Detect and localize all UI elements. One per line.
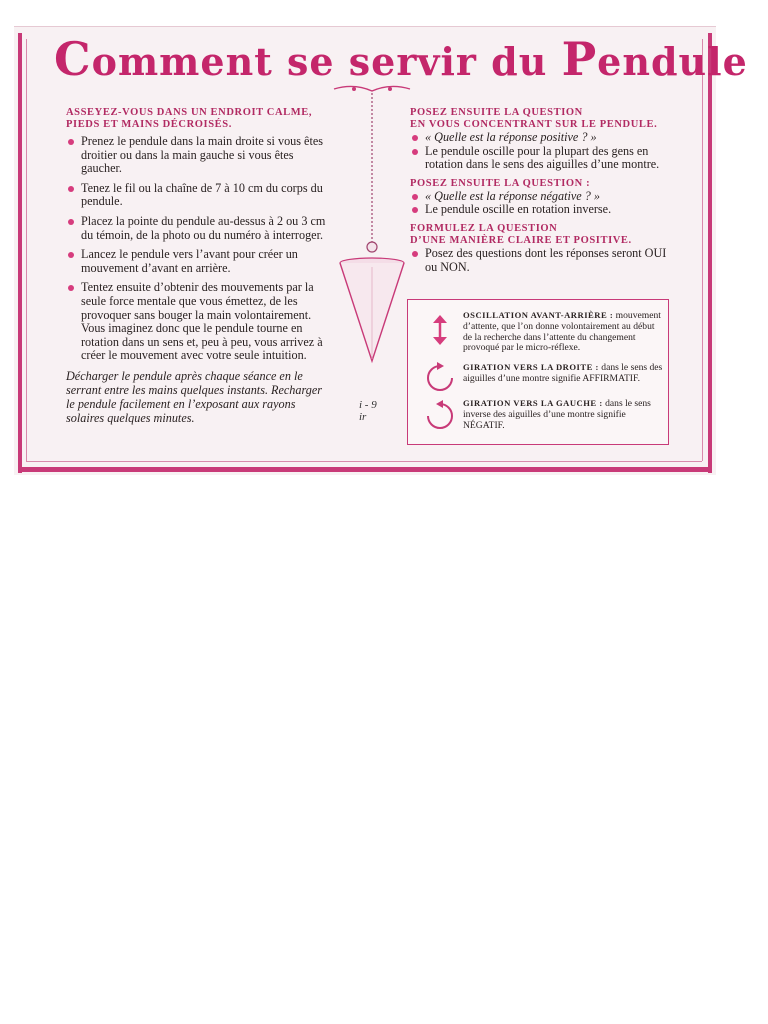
positive-answer: Le pendule oscille pour la plupart des gens en rotation dans le sens des aiguilles d’une montre. xyxy=(410,145,680,172)
instruction-bullet: Tentez ensuite d’obtenir des mouvements par la seule force mentale que vous émettez, de les provoquer sans bouger la main volontairement. Vous imaginez donc que le pendule tourne en rotation dans un sens et, peu à peu, vous arrivez à créer le mouvement avec votre seule intuition. xyxy=(66,281,326,363)
inner-border-left xyxy=(26,39,27,461)
instruction-bullet: Lancez le pendule vers l’avant pour créer un mouvement d’avant en arrière. xyxy=(66,248,326,275)
left-header-line-2: PIEDS ET MAINS DÉCROISÉS. xyxy=(66,119,232,130)
pendulum-instruction-card xyxy=(14,26,748,475)
frame-border-left xyxy=(18,33,22,473)
ornament-dot xyxy=(352,87,356,91)
legend-text: GIRATION VERS LA GAUCHE : dans le sens inverse des aiguilles d’une montre signifie NÉGATIF. xyxy=(463,398,651,431)
section1-header-line-1: POSEZ ENSUITE LA QUESTION xyxy=(410,107,583,118)
left-column xyxy=(66,107,326,425)
left-header-line-1: ASSEYEZ-VOUS DANS UN ENDROIT CALME, xyxy=(66,107,313,118)
negative-answer: Le pendule oscille en rotation inverse. xyxy=(410,203,680,217)
up-down-arrow-icon xyxy=(422,312,458,348)
page-title: Comment se servir du Pendule xyxy=(54,32,748,86)
counterclockwise-arrow-icon xyxy=(422,398,458,434)
ornament-dot xyxy=(388,87,392,91)
negative-question: « Quelle est la réponse négative ? » xyxy=(410,190,680,204)
section3-header-line-1: FORMULEZ LA QUESTION xyxy=(410,222,558,234)
right-column xyxy=(410,107,680,274)
legend-text: GIRATION VERS LA DROITE : dans le sens des aiguilles d’une montre signifie AFFIRMATIF. xyxy=(463,362,663,384)
clockwise-arrow-icon xyxy=(422,360,458,396)
pendulum-illustration xyxy=(324,83,420,373)
inner-border-bottom xyxy=(26,461,702,462)
instruction-bullet: Tenez le fil ou la chaîne de 7 à 10 cm du corps du pendule. xyxy=(66,182,326,209)
section2-header: POSEZ ENSUITE LA QUESTION : xyxy=(410,177,591,189)
yes-no-instruction: Posez des questions dont les réponses seront OUI ou NON. xyxy=(410,247,680,274)
stray-text: i - 9 ir xyxy=(359,399,377,423)
section1-header-line-2: EN VOUS CONCENTRANT SUR LE PENDULE. xyxy=(410,119,658,130)
care-note: Décharger le pendule après chaque séance en le serrant entre les mains quelques instants. Recharger le pendule facilement en l’exposant aux rayons solaires quelques minutes. xyxy=(66,368,323,425)
instruction-bullet: Prenez le pendule dans la main droite si vous êtes droitier ou dans la main gauche si vous êtes gaucher. xyxy=(66,135,326,176)
movement-legend xyxy=(407,299,669,445)
frame-border-bottom xyxy=(18,467,712,472)
pendulum-ring xyxy=(367,242,377,252)
instruction-bullet: Placez la pointe du pendule au-dessus à 2 ou 3 cm du témoin, de la photo ou du numéro à interroger. xyxy=(66,215,326,242)
ornament-flourish xyxy=(334,86,410,91)
legend-text: OSCILLATION AVANT-ARRIÈRE : mouvement d’attente, que l’on donne volontairement au début de la recherche dans l’attente du changement provoqué par le micro-réflexe. xyxy=(463,310,661,354)
section3-header-line-2: D’UNE MANIÈRE CLAIRE ET POSITIVE. xyxy=(410,234,632,246)
positive-question: « Quelle est la réponse positive ? » xyxy=(410,131,680,145)
inner-border-right xyxy=(702,39,703,461)
frame-border-right xyxy=(708,33,712,473)
